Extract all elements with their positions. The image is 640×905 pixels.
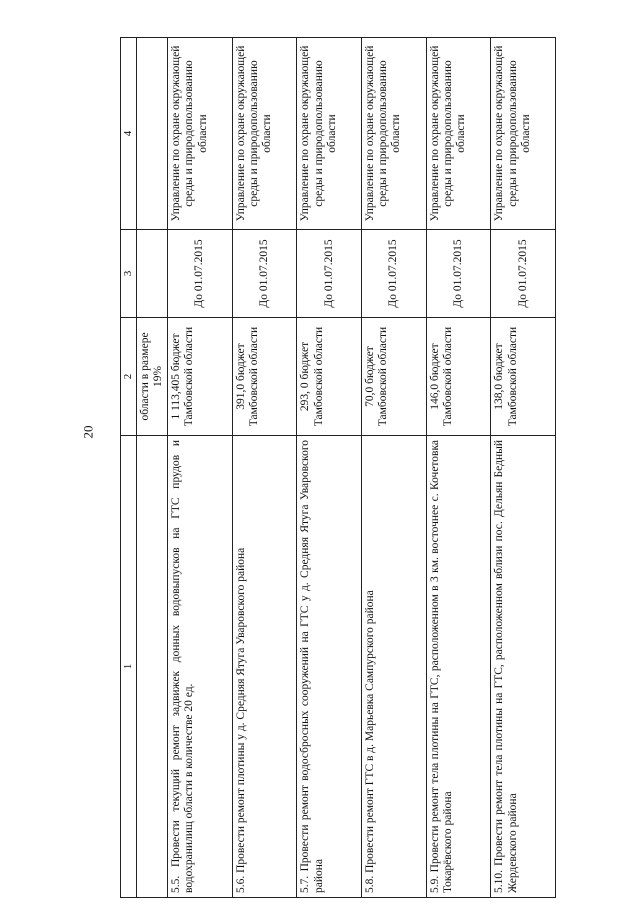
column-header-4: 4: [121, 38, 137, 230]
date-cell: До 01.07.2015: [426, 230, 491, 318]
continuation-executor-cell: [136, 38, 167, 230]
finance-cell: 391,0 бюджет Тамбовской области: [232, 318, 297, 436]
executor-cell: Управление по охране окружающей среды и природопользованию области: [297, 38, 362, 230]
action-cell: 5.5. Провести текущий ремонт задвижек донных водовыпусков на ГТС прудов и водохранилищ области в количестве 20 ед.: [168, 436, 233, 898]
continuation-action-cell: [136, 436, 167, 898]
executor-cell: Управление по охране окружающей среды и природопользованию области: [168, 38, 233, 230]
column-header-2: 2: [121, 318, 137, 436]
continuation-finance-cell: области в размере 19%: [136, 318, 167, 436]
column-header-1: 1: [121, 436, 137, 898]
table-header-row: [121, 38, 137, 898]
measures-table: [120, 37, 556, 898]
action-cell: 5.9. Провести ремонт тела плотины на ГТС, расположенном в 3 км. восточнее с. Кочетовка Токарёвского района: [426, 436, 491, 898]
date-cell: До 01.07.2015: [297, 230, 362, 318]
table-row: [491, 38, 556, 898]
finance-cell: 138,0 бюджет Тамбовской области: [491, 318, 556, 436]
date-cell: До 01.07.2015: [362, 230, 427, 318]
action-cell: 5.8. Провести ремонт ГТС в д. Марьевка Сампурского района: [362, 436, 427, 898]
page-number: 20: [80, 425, 96, 439]
table-row: [426, 38, 491, 898]
date-cell: До 01.07.2015: [168, 230, 233, 318]
table-container: [120, 38, 556, 898]
column-header-3: 3: [121, 230, 137, 318]
table-row: [232, 38, 297, 898]
executor-cell: Управление по охране окружающей среды и природопользованию области: [232, 38, 297, 230]
action-cell: 5.10. Провести ремонт тела плотины на ГТС, расположенном вблизи пос. Дельян Бедный Жердевского района: [491, 436, 556, 898]
finance-cell: 293, 0 бюджет Тамбовской области: [297, 318, 362, 436]
table-row: [168, 38, 233, 898]
date-cell: До 01.07.2015: [491, 230, 556, 318]
finance-cell: 70,0 бюджет Тамбовской области: [362, 318, 427, 436]
finance-cell: 1 113,405 бюджет Тамбовской области: [168, 318, 233, 436]
finance-cell: 146,0 бюджет Тамбовской области: [426, 318, 491, 436]
table-row: [362, 38, 427, 898]
action-cell: 5.7. Провести ремонт водосбросных сооружений на ГТС у д. Средняя Ятуга Уваровского района: [297, 436, 362, 898]
rotated-table-frame: [120, 38, 556, 898]
executor-cell: Управление по охране окружающей среды и природопользованию области: [426, 38, 491, 230]
executor-cell: Управление по охране окружающей среды и природопользованию области: [491, 38, 556, 230]
continuation-row: [136, 38, 167, 898]
action-cell: 5.6. Провести ремонт плотины у д. Средняя Ятуга Уваровского района: [232, 436, 297, 898]
date-cell: До 01.07.2015: [232, 230, 297, 318]
executor-cell: Управление по охране окружающей среды и природопользованию области: [362, 38, 427, 230]
table-row: [297, 38, 362, 898]
continuation-date-cell: [136, 230, 167, 318]
